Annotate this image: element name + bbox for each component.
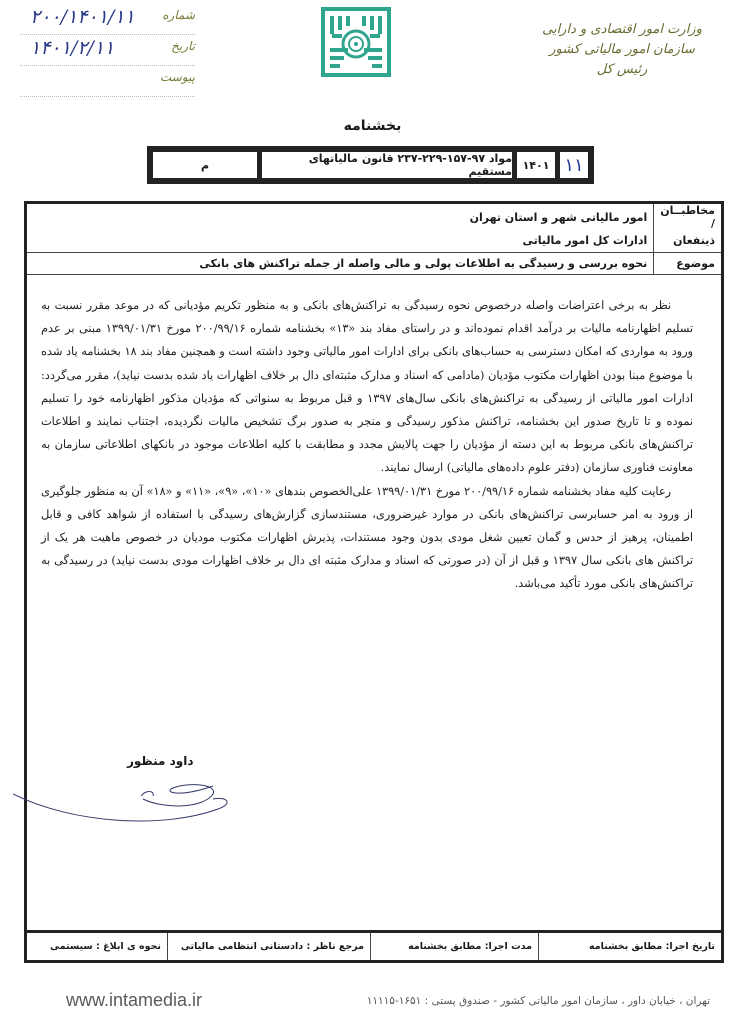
website-link[interactable]: www.intamedia.ir	[66, 990, 203, 1010]
organization-name: سازمان امور مالیاتی کشور	[549, 42, 695, 57]
supervising-authority: مرجع ناظر : دادستانی انتظامی مالیاتی	[168, 932, 371, 961]
circular-body	[41, 294, 693, 596]
execution-footer-table	[27, 930, 721, 960]
letter-attachment-row	[20, 68, 195, 97]
issuer-title: رئیس کل	[596, 62, 648, 77]
letter-meta	[20, 6, 195, 99]
addressee-label: مخاطبــان /	[654, 204, 721, 230]
letter-number-value: ۲۰۰/۱۴۰۱/۱۱	[30, 6, 135, 28]
postal-address: تهران ، خیابان داور ، سازمان امور مالیاتی کشور - صندوق پستی : ۱۶۵۱-۱۱۱۱۵	[366, 995, 710, 1007]
issuer-block	[527, 20, 717, 80]
letter-date-row	[20, 37, 195, 66]
addressee-line-1: امور مالیاتی شهر و استان تهران	[469, 210, 648, 224]
document-title: بخشنامه	[343, 118, 402, 134]
body-paragraph-1: نظر به برخی اعتراضات واصله درخصوص نحوه رسیدگی به تراکنش‌های بانکی و به منظور تکریم مؤدیانی که در موعد مقرر نسبت به تسلیم اظهارنامه مالیات بر درآمد اقدام نموده‌اند و در راستای مفاد بند «۱۳» بخشنامه شماره ۲۰۰/۹۹/۱۶ مورخ ۱۳۹۹/۰۱/۳۱ مبنی بر عدم ورود به مواردی که امکان دسترسی به حساب‌های بانکی برای ادارات امور مالیاتی وجود داشته است و همچنین مفاد بند ۱۸ بخشنامه یاد شده با موضوع مبنا بودن اظهارات مکتوب مؤدیان (مادامی که اسناد و مدارک مثبته‌ای دال بر خلاف اظهارات یاد شده بدست نیاید)، مقرر می‌گردد: ادارات امور مالیاتی از رسیدگی به تراکنش‌های بانکی سال‌های ۱۳۹۷ و قبل مربوط به سنواتی که مؤدیان مذکور اظهارنامه خود را تسلیم نموده و تا تاریخ صدور این بخشنامه، تراکنش مذکور رسیدگی و منجر به صدور برگ تشخیص مالیات نگردیده، اجتناب نمایند و اطلاعات تراکنش‌های بانکی مربوط به این دسته از مؤدیان را جهت پالایش مجدد و مطابقت با کلیه اطلاعات موجود در بانکهای اطلاعاتی سازمان به معاونت فناوری سازمان (دفتر علوم داده‌های مالیاتی) ارسال نمایند.	[41, 299, 693, 475]
notification-method: نحوه ی ابلاغ : سیستمی	[50, 941, 161, 952]
reference-code: ۱۱	[559, 151, 589, 179]
reference-year: ۱۴۰۱	[516, 151, 556, 179]
addressee-line-2: ادارات کل امور مالیاتی	[27, 230, 654, 252]
letter-date-label: تاریخ	[171, 39, 195, 53]
execution-footer-row	[27, 932, 721, 961]
circular-frame	[24, 201, 724, 963]
body-paragraph-2: رعایت کلیه مفاد بخشنامه شماره ۲۰۰/۹۹/۱۶ مورخ ۱۳۹۹/۰۱/۳۱ علی‌الخصوص بندهای «۱۰»، «۹»، «۱۱» و «۱۸» آن به منظور جلوگیری از ورود به امر حسابرسی تراکنش‌های بانکی در موارد غیرضروری، مستندسازی گزارش‌های رسیدگی با استفاده از شواهد کافی و قابل اطمینان، پرهیز از حدس و گمان تعیین شغل مودی بدون وجود مستندات، پذیرش اظهارات مکتوب مودیان در خصوص ماهیت هر یک از تراکنش های بانکی سال ۱۳۹۷ و قبل از آن (در صورتی که اسناد و مدارک مثبته ای دال بر خلاف اظهارات مودی بدست نیاید) در رسیدگی به تراکنش‌های بانکی مورد تأکید می‌باشد.	[41, 484, 694, 591]
reference-law: مواد ۹۷-۱۵۷-۲۲۹-۲۳۷ قانون مالیاتهای مستقیم	[261, 151, 513, 179]
beneficiary-label: ذینفعان	[654, 230, 721, 252]
letter-number-row	[20, 6, 195, 35]
subject-text: نحوه بررسی و رسیدگی به اطلاعات پولی و مالی واصله از جمله تراکنش های بانکی	[27, 252, 654, 274]
tax-organization-logo-icon	[320, 6, 392, 78]
subject-row	[27, 252, 721, 274]
handwritten-signature-icon	[13, 774, 253, 834]
signatory-name: داود منظور	[127, 754, 194, 768]
reference-type: م	[152, 151, 258, 179]
reference-box	[147, 146, 594, 184]
execution-date: تاریخ اجرا: مطابق بخشنامه	[539, 932, 722, 961]
addressee-row-1	[27, 204, 721, 230]
addressee-table	[27, 204, 721, 275]
letter-date-value: ۱۴۰۱/۲/۱۱	[30, 37, 115, 59]
letter-attachment-label: پیوست	[160, 70, 195, 84]
addressee-row-2	[27, 230, 721, 252]
ministry-name: وزارت امور اقتصادی و دارایی	[542, 22, 702, 37]
execution-period: مدت اجرا: مطابق بخشنامه	[371, 932, 539, 961]
subject-label: موضوع	[654, 252, 721, 274]
letter-number-label: شماره	[162, 8, 195, 22]
